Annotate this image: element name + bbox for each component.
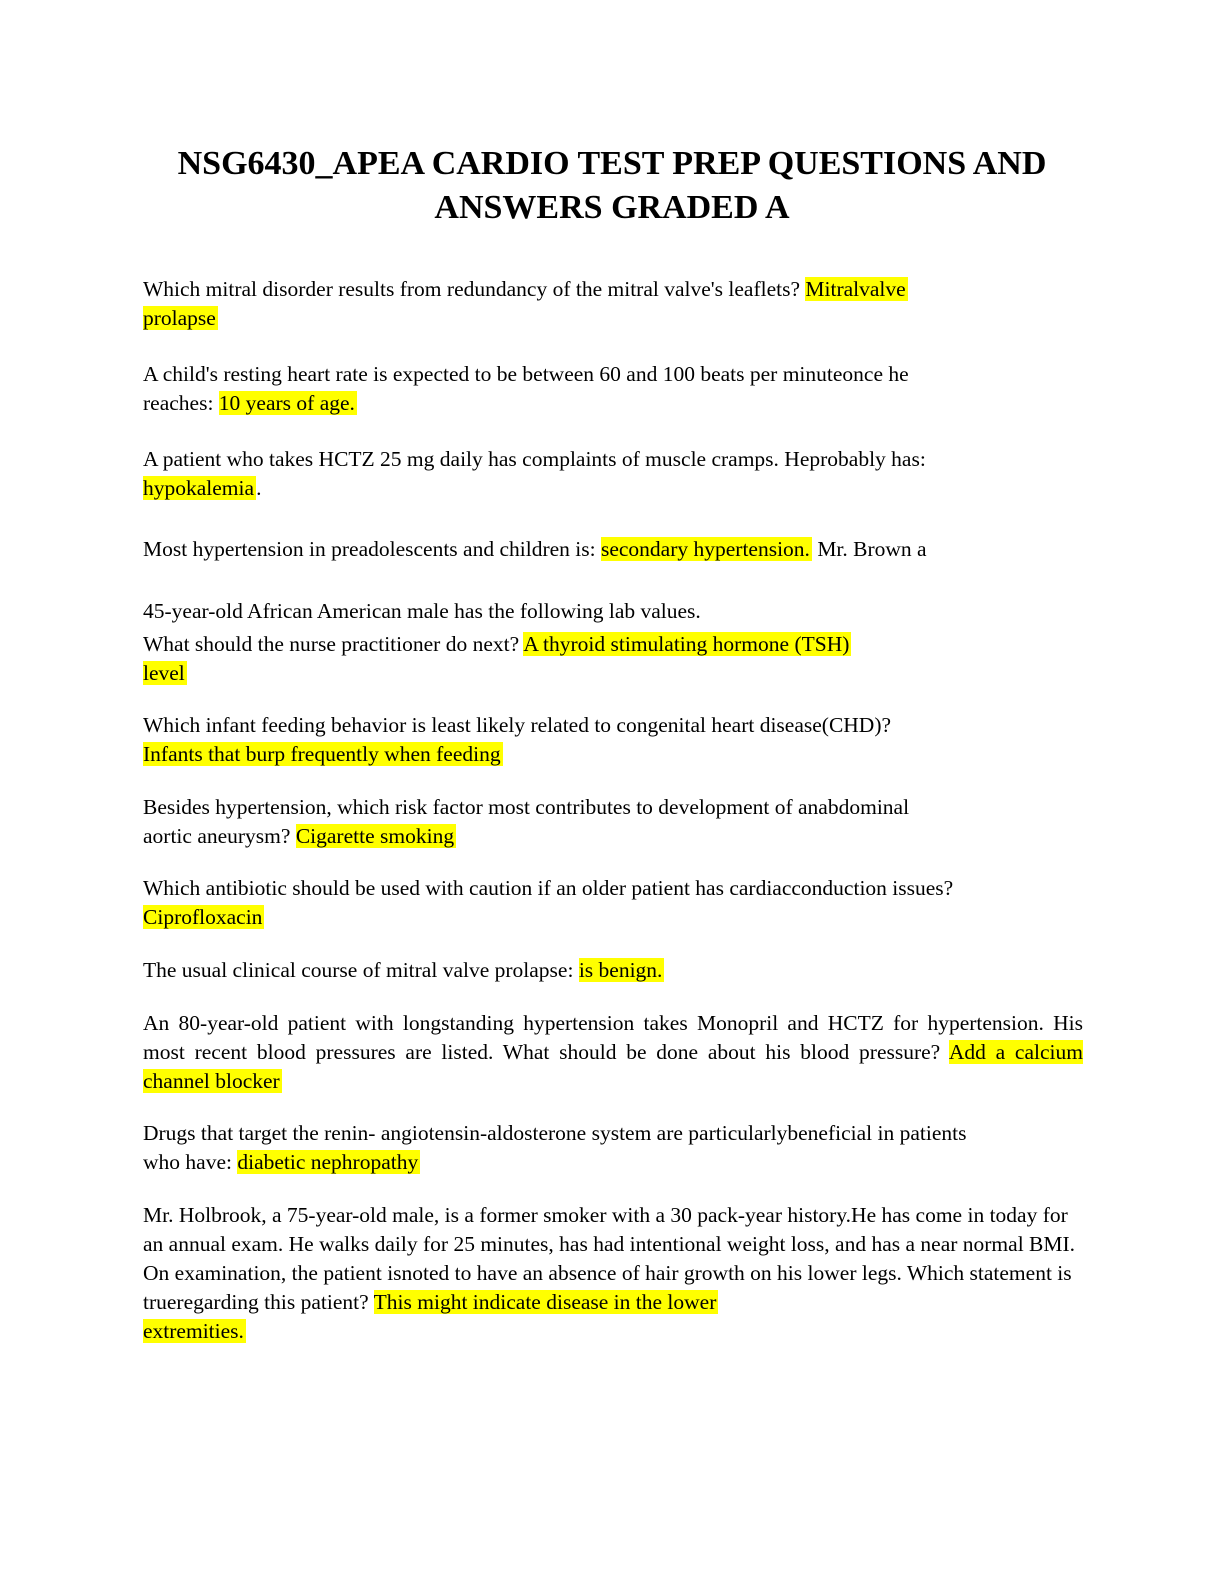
qa-item-12 [143,1201,1083,1346]
qa-item-6 [143,711,1083,769]
qa-item-10 [143,1009,1083,1096]
answer-highlight: Ciprofloxacin [143,905,263,929]
qa-item-1 [143,275,1083,333]
qa-item-9 [143,956,1083,985]
question-text: 45-year-old African American male has the following lab values. [143,599,701,623]
question-text: An 80-year-old patient with longstanding hypertension takes Monopril and HCTZ for hypertension. His most recent blood pressures are listed. What should be done about his blood pressure? [143,1011,1083,1064]
qa-item-4 [143,535,1083,564]
qa-item-2 [143,360,1083,418]
document-title [100,142,1124,230]
question-text: Mr. Holbrook, a 75-year-old male, is a former smoker with a 30 pack-year history.He has come in today for an annual exam. He walks daily for 25 minutes, has had intentional weight loss, and has a near normal BMI. On examination, the patient isnoted to have an absence of hair growth on his lower legs. Which statement is trueregarding this patient? [143,1203,1076,1314]
qa-item-5 [143,597,1083,626]
title-line-1: NSG6430_APEA CARDIO TEST PREP QUESTIONS AND [177,145,1047,182]
answer-highlight: diabetic nephropathy [237,1150,419,1174]
qa-item-5-continued [143,630,1083,688]
question-text: What should the nurse practitioner do next? [143,632,524,656]
question-text: Which antibiotic should be used with caution if an older patient has cardiacconduction issues? [143,876,954,900]
qa-item-11 [143,1119,1083,1177]
question-text: Besides hypertension, which risk factor most contributes to development of anabdominal [143,795,910,819]
answer-highlight: secondary hypertension. [600,537,810,561]
question-text: A child's resting heart rate is expected to be between 60 and 100 beats per minuteonce he [143,362,909,386]
answer-highlight: This might indicate disease in the lower [373,1290,717,1314]
answer-highlight: level [143,661,185,685]
question-text: Most hypertension in preadolescents and children is: [143,537,601,561]
qa-item-3 [143,445,1083,503]
question-text: Which mitral disorder results from redundancy of the mitral valve's leaflets? [143,277,806,301]
answer-highlight: A thyroid stimulating hormone (TSH) [523,632,850,656]
question-text: Which infant feeding behavior is least likely related to congenital heart disease(CHD)? [143,713,892,737]
qa-item-7 [143,793,1083,851]
question-text: reaches: [143,391,219,415]
answer-highlight: 10 years of age. [218,391,355,415]
answer-highlight: extremities. [143,1319,244,1343]
answer-highlight: is benign. [578,958,663,982]
question-text: Drugs that target the renin- angiotensin-aldosterone system are particularlybeneficial in patients [143,1121,967,1145]
question-text: who have: [143,1150,238,1174]
question-text: aortic aneurysm? [143,824,296,848]
answer-highlight: Mitralvalve [805,277,906,301]
answer-highlight: Add a calcium channel blocker [143,1040,1083,1093]
qa-item-8 [143,874,1083,932]
answer-suffix: . [256,476,262,500]
answer-highlight: Infants that burp frequently when feeding [143,742,501,766]
question-text: The usual clinical course of mitral valve prolapse: [143,958,579,982]
answer-highlight: hypokalemia [143,476,255,500]
answer-highlight: prolapse [143,306,216,330]
question-text: A patient who takes HCTZ 25 mg daily has complaints of muscle cramps. Heprobably has: [143,447,926,471]
answer-highlight: Cigarette smoking [295,824,455,848]
answer-suffix: Mr. Brown a [811,537,927,561]
title-line-2: ANSWERS GRADED A [434,189,790,226]
